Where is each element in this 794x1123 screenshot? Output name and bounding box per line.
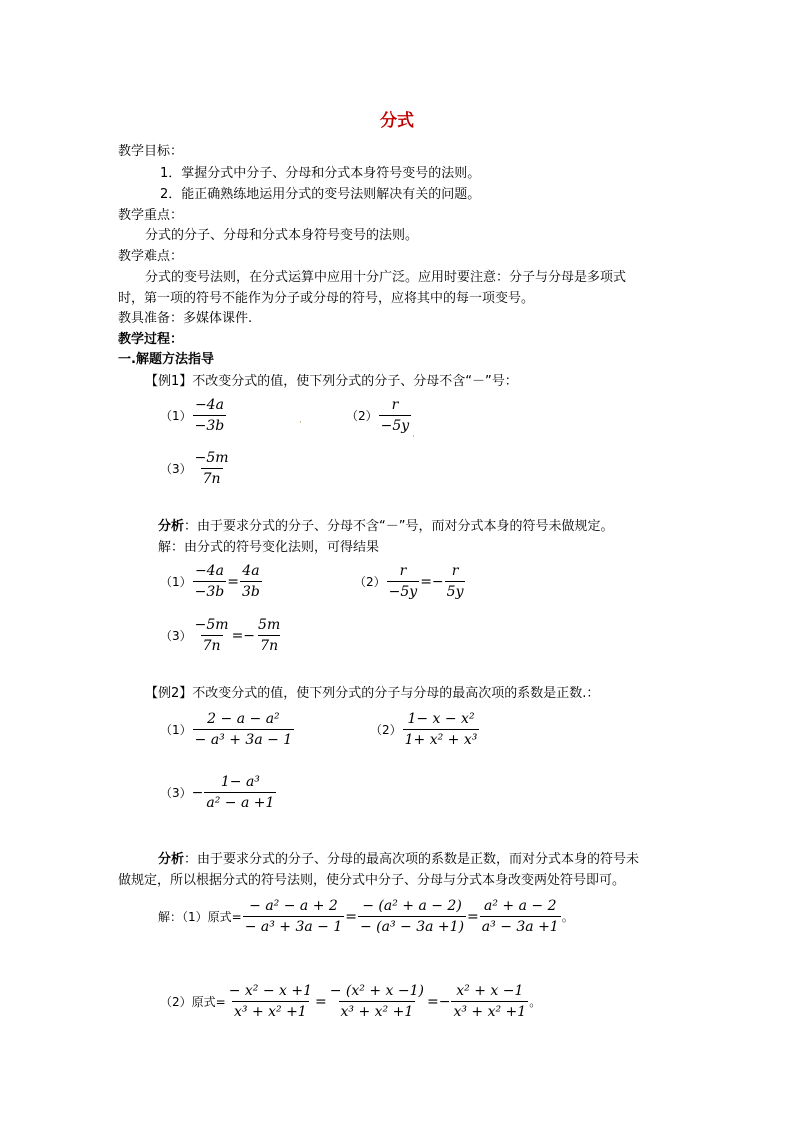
problem-label: （3） (160, 786, 192, 800)
difficulty-text-1: 分式的变号法则，在分式运算中应用十分广泛。应用时要注意：分子与分母是多项式 (145, 270, 627, 285)
equals-minus-sign: =− (426, 993, 451, 1010)
fraction (480, 898, 561, 935)
example-1-tag: 【例1】 (145, 374, 193, 389)
step-label: （2）原式= (160, 995, 226, 1009)
step-label: 解：（1）原式= (158, 910, 242, 924)
problem-label: （1） (160, 723, 192, 737)
example-2-text: 不改变分式的值，使下列分式的分子与分母的最高次项的系数是正数.： (192, 686, 600, 701)
minus-sign: − (191, 784, 204, 801)
numerator: r (399, 563, 407, 579)
period: 。 (561, 910, 574, 924)
difficulty-text-2: 时，第一项的符号不能作为分子或分母的符号，应将其中的每一项变号。 (118, 291, 535, 306)
process-heading: 教学过程： (118, 332, 184, 347)
key-text: 分式的分子、分母和分式本身符号变号的法则。 (145, 228, 419, 243)
fraction (243, 898, 345, 935)
tools-text: 教具准备：多媒体课件. (118, 311, 253, 326)
period: 。 (529, 995, 542, 1009)
fraction (445, 563, 466, 600)
analysis-tag: 分析 (158, 519, 185, 534)
sol1-problem-3 (160, 617, 283, 654)
denominator: a³ − 3a +1 (480, 916, 561, 935)
sol1-problem-1 (160, 563, 263, 600)
ex1-problem-3 (160, 450, 232, 487)
fraction (328, 983, 426, 1020)
denominator: 7n (201, 468, 223, 487)
denominator: −3b (193, 581, 227, 600)
sol1-problem-2 (354, 563, 466, 600)
equals-sign: = (467, 908, 479, 925)
analysis-1 (158, 515, 614, 534)
numerator: x² + x −1 (456, 983, 524, 999)
goal-1: 1．掌握分式中分子、分母和分式本身符号变号的法则。 (160, 166, 481, 181)
numerator: − (a² + a − 2) (362, 898, 462, 914)
solution-1-intro: 解：由分式的符号变化法则，可得结果 (158, 540, 380, 555)
fraction (451, 983, 528, 1020)
goals-heading: 教学目标： (118, 144, 184, 159)
fraction (379, 397, 412, 434)
denominator: a² − a +1 (204, 792, 276, 811)
denominator: 7n (201, 635, 223, 654)
numerator: −4a (194, 397, 224, 413)
sol2-step-2 (160, 983, 541, 1020)
problem-label: （1） (160, 575, 192, 589)
problem-label: （1） (160, 409, 192, 423)
denominator: 7n (258, 635, 280, 654)
numerator: 1− x − x² (407, 711, 475, 727)
section-heading: 一.解题方法指导 (118, 352, 214, 367)
fraction (403, 711, 480, 748)
analysis-2-line-2: 做规定，所以根据分式的符号法则，使分式中分子、分母与分式本身改变两处符号即可。 (118, 873, 626, 888)
analysis-text: ：由于要求分式的分子、分母不含“－”号，而对分式本身的符号未做规定。 (184, 519, 614, 534)
ex1-problem-1 (160, 397, 227, 434)
equals-minus-sign: =− (420, 573, 444, 590)
problem-label: （3） (160, 629, 192, 643)
denominator: x³ + x² +1 (232, 1001, 309, 1020)
sol2-step-1 (158, 898, 574, 935)
problem-label: （2） (354, 575, 386, 589)
fraction (204, 774, 276, 811)
numerator: a² + a − 2 (484, 898, 557, 914)
ex1-problem-2 (346, 397, 412, 434)
denominator: x³ + x² +1 (339, 1001, 416, 1020)
fraction (227, 983, 314, 1020)
fraction (193, 711, 295, 748)
ex2-problem-3 (160, 774, 277, 811)
numerator: r (451, 563, 459, 579)
fraction (387, 563, 420, 600)
denominator: − a³ + 3a − 1 (243, 916, 345, 935)
analysis-2-line-1 (158, 848, 639, 867)
equals-sign: = (227, 573, 239, 590)
ex2-problem-1 (160, 711, 295, 748)
denominator: 3b (240, 581, 262, 600)
numerator: 4a (242, 563, 260, 579)
example-1-text: 不改变分式的值，使下列分式的分子、分母不含“－”号： (192, 374, 518, 389)
numerator: 1− a³ (220, 774, 260, 790)
fraction (358, 898, 466, 935)
fraction (193, 450, 231, 487)
denominator: −3b (193, 415, 227, 434)
page-title: 分式 (380, 111, 414, 131)
goal-2: 2．能正确熟练地运用分式的变号法则解决有关的问题。 (160, 187, 481, 202)
numerator: r (391, 397, 399, 413)
denominator: −5y (379, 415, 412, 434)
fraction (240, 563, 262, 600)
denominator: 1+ x² + x³ (403, 729, 480, 748)
denominator: − (a³ − 3a +1) (358, 916, 466, 935)
numerator: 2 − a − a² (207, 711, 280, 727)
numerator: −4a (194, 563, 224, 579)
fraction (193, 397, 227, 434)
numerator: − a² − a + 2 (249, 898, 338, 914)
equals-sign: = (345, 908, 357, 925)
denominator: − a³ + 3a − 1 (193, 729, 295, 748)
equals-sign: = (315, 993, 327, 1010)
problem-label: （2） (370, 723, 402, 737)
analysis-text: ：由于要求分式的分子、分母的最高次项的系数是正数，而对分式本身的符号未 (184, 852, 640, 867)
numerator: −5m (194, 617, 229, 633)
denominator: −5y (387, 581, 420, 600)
problem-label: （2） (346, 409, 378, 423)
equals-minus-sign: =− (231, 627, 256, 644)
fraction (256, 617, 282, 654)
stray-dot: · (412, 432, 415, 442)
fraction (193, 563, 227, 600)
example-2-tag: 【例2】 (145, 686, 193, 701)
example-2-prompt (145, 682, 599, 701)
denominator: 5y (445, 581, 466, 600)
denominator: x³ + x² +1 (451, 1001, 528, 1020)
ex2-problem-2 (370, 711, 480, 748)
numerator: −5m (194, 450, 229, 466)
problem-label: （3） (160, 462, 192, 476)
key-heading: 教学重点： (118, 208, 184, 223)
analysis-tag: 分析 (158, 852, 185, 867)
stray-dot: · (299, 418, 302, 428)
example-1-prompt (145, 370, 518, 389)
numerator: 5m (258, 617, 281, 633)
numerator: − x² − x +1 (228, 983, 313, 999)
difficulty-heading: 教学难点： (118, 249, 184, 264)
fraction (193, 617, 231, 654)
numerator: − (x² + x −1) (329, 983, 424, 999)
